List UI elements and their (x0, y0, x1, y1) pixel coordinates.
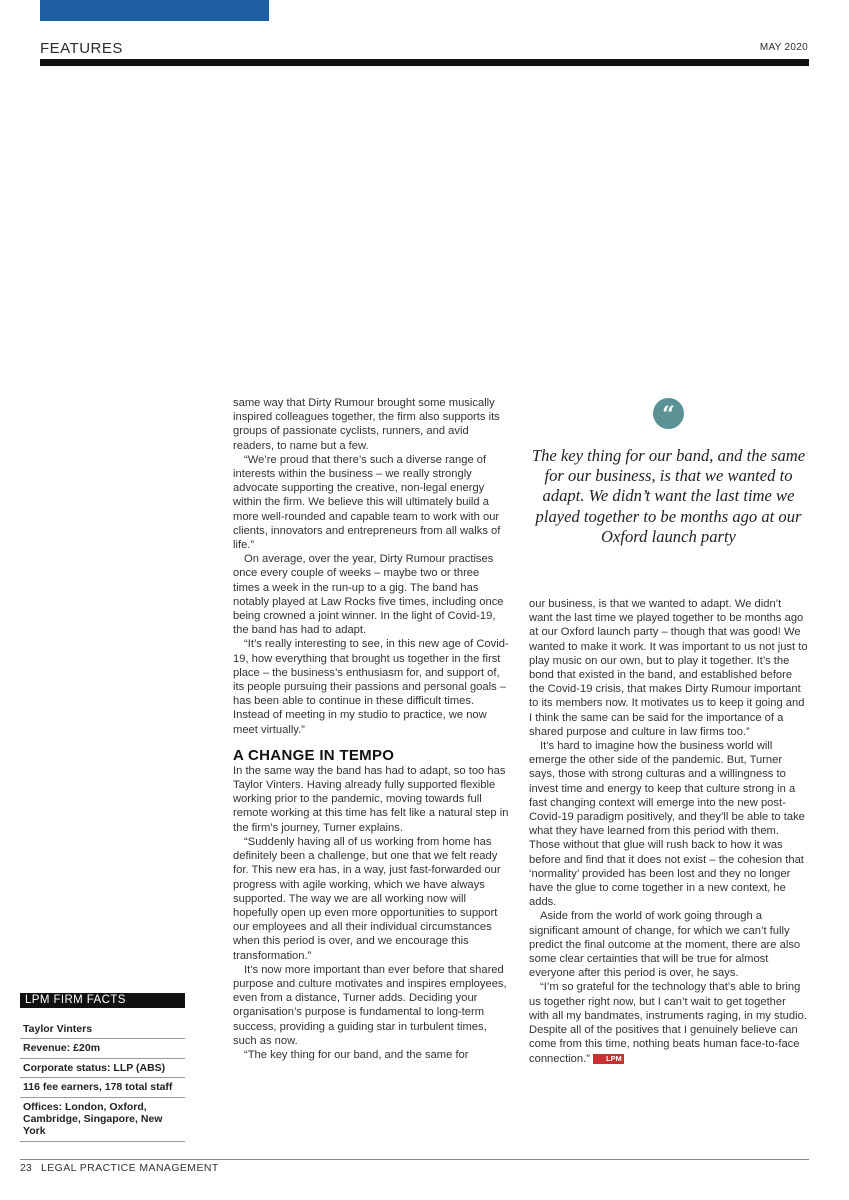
subheading: A CHANGE IN TEMPO (233, 746, 395, 764)
section-label: FEATURES (40, 40, 123, 57)
firm-facts-box (20, 993, 185, 1142)
firm-fact-item: 116 fee earners, 178 total staff (20, 1078, 185, 1097)
page-number: 23 (20, 1162, 32, 1174)
closing-paragraph-text: “I’m so grateful for the technology that’s able to bring us together right now, but I can’t wait to get together with all my bandmates, instruments raging, in my studio. Despite all of the positives that I genuinely believe can come from this time, nothing beats human face-to-face connection.” (529, 981, 807, 1065)
firm-facts-list (20, 1020, 185, 1142)
lpm-end-mark: LPM (593, 1054, 624, 1064)
paragraph: In the same way the band has had to adapt, so too has Taylor Vinters. Having already fully supported flexible working prior to the pandemic, moving towards full remote working at this time has felt like a natural step in the firm’s journey, Turner explains. (233, 764, 509, 834)
paragraph: On average, over the year, Dirty Rumour practises once every couple of weeks – maybe two or three times a week in the run-up to a gig. The band has notably played at Law Rocks five times, including once being crowned a joint winner. In the light of Covid-19, the band has had to adapt. (233, 553, 504, 637)
pull-quote-text: The key thing for our band, and the same for our business, is that we wanted to adapt. We didn’t want the last time we played together to be months ago at our Oxford launch party (531, 446, 806, 546)
paragraph: “Suddenly having all of us working from home has definitely been a challenge, but one that we felt ready for. This new era has, in a way, just fast-forwarded our progress with agile working, which we have always supported. The way we are all working now will hopefully open up even more opportunities to support our employees and all their individual circumstances when this period is over, and we encourage this transformation.” (233, 835, 501, 962)
paragraph: same way that Dirty Rumour brought some musically inspired colleagues together, the firm also supports its groups of passionate cyclists, runners, and avid readers, to name but a few. (233, 397, 500, 452)
footer-rule (20, 1159, 809, 1160)
paragraph: “It’s really interesting to see, in this new age of Covid-19, how everything that brought us together in the first place – the business’s enthusiasm for, and support of, its people pursuing their passions and personal goals – has been able to continue in these difficult times. Instead of meeting in my studio to practice, we now meet virtually.” (233, 638, 509, 736)
article-column-left (233, 396, 509, 1062)
paragraph (529, 980, 808, 1065)
paragraph: “The key thing for our band, and the same for (244, 1048, 469, 1061)
firm-fact-item: Revenue: £20m (20, 1039, 185, 1058)
top-color-tab (40, 0, 269, 21)
issue-date: MAY 2020 (759, 42, 808, 53)
article-column-right (529, 597, 808, 1066)
firm-fact-item: Corporate status: LLP (ABS) (20, 1059, 185, 1078)
quote-mark-icon (653, 398, 684, 429)
paragraph: It’s hard to imagine how the business world will emerge the other side of the pandemic. But, Turner says, those with strong culturas and a willingness to invest time and energy to keep that culture strong in a fast changing context will emerge into the new post-Covid-19 paradigm positively, and they’ll be able to take what they have learned from this period with them. Those without that glue will rush back to how it was before and find that it does not exist – the cohesion that ‘normality’ provided has been lost and they no longer have the glue to come together in a new context, he adds. (529, 740, 805, 909)
paragraph: our business, is that we wanted to adapt. We didn’t want the last time we played together to be months ago at our Oxford launch party – though that was good! We wanted to make it work. It was important to us not just to play music on our own, but to play it together. It’s the bond that existed in the band, and established before the Covid-19 crisis, that makes Dirty Rumour important to its members now. It motivates us to keep it going and I think the same can be said for the importance of a shared purpose and culture in law firms too.” (529, 598, 808, 738)
header-rule (40, 59, 809, 66)
quote-glyph: “ (662, 402, 675, 428)
firm-facts-title: LPM FIRM FACTS (20, 993, 185, 1008)
paragraph: It’s now more important than ever before that shared purpose and culture motivates and inspires employees, even from a distance, Turner adds. Deciding your organisation’s purpose is fundamental to long-term success, providing a guiding star in turbulent times, such as now. (233, 963, 507, 1047)
firm-fact-item: Offices: London, Oxford, Cambridge, Singapore, New York (20, 1098, 185, 1142)
publication-name: LEGAL PRACTICE MANAGEMENT (41, 1162, 219, 1174)
pull-quote (526, 398, 811, 547)
paragraph: Aside from the world of work going through a significant amount of change, for which we can’t fully predict the final outcome at the moment, there are also some clear certainties that will be true for almost everyone after this period is over, he says. (529, 910, 801, 980)
firm-fact-item: Taylor Vinters (20, 1020, 185, 1039)
paragraph: “We’re proud that there’s such a diverse range of interests within the business – we really strongly advocate supporting the creative, non-legal energy within the firm. We believe this will ultimately build a more well-rounded and capable team to work with our clients, innovators and entrepreneurs from all walks of life.” (233, 453, 501, 552)
